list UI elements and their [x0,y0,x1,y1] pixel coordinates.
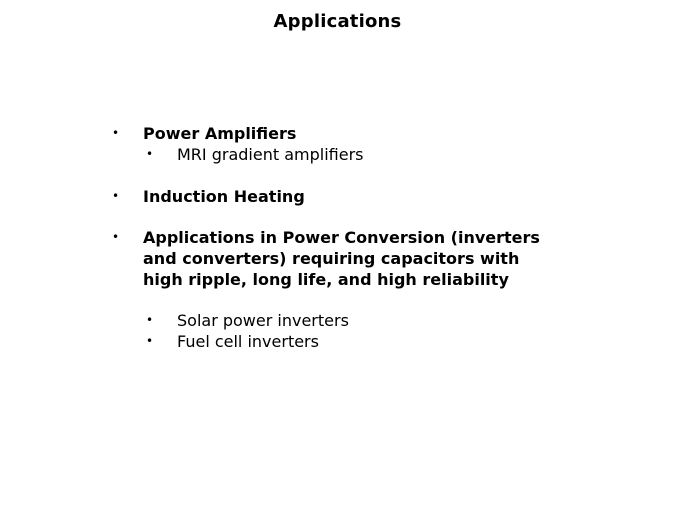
bullet-icon: • [112,230,120,244]
list-item-text: Applications in Power Conversion (inverters and converters) requiring capacitors with high ripple, long life, and high reliability [143,228,540,289]
bullet-icon: • [146,313,154,327]
list-item-text: Induction Heating [143,187,305,206]
slide-title: Applications [273,11,402,32]
bullet-icon: • [146,334,154,348]
list-item-text: Fuel cell inverters [177,332,319,351]
bullet-icon: • [112,126,120,140]
bullet-icon: • [146,147,154,161]
list-item-text: Power Amplifiers [143,124,297,143]
bullet-icon: • [112,189,120,203]
list-item-text: Solar power inverters [177,311,349,330]
list-item-text: MRI gradient amplifiers [177,145,364,164]
